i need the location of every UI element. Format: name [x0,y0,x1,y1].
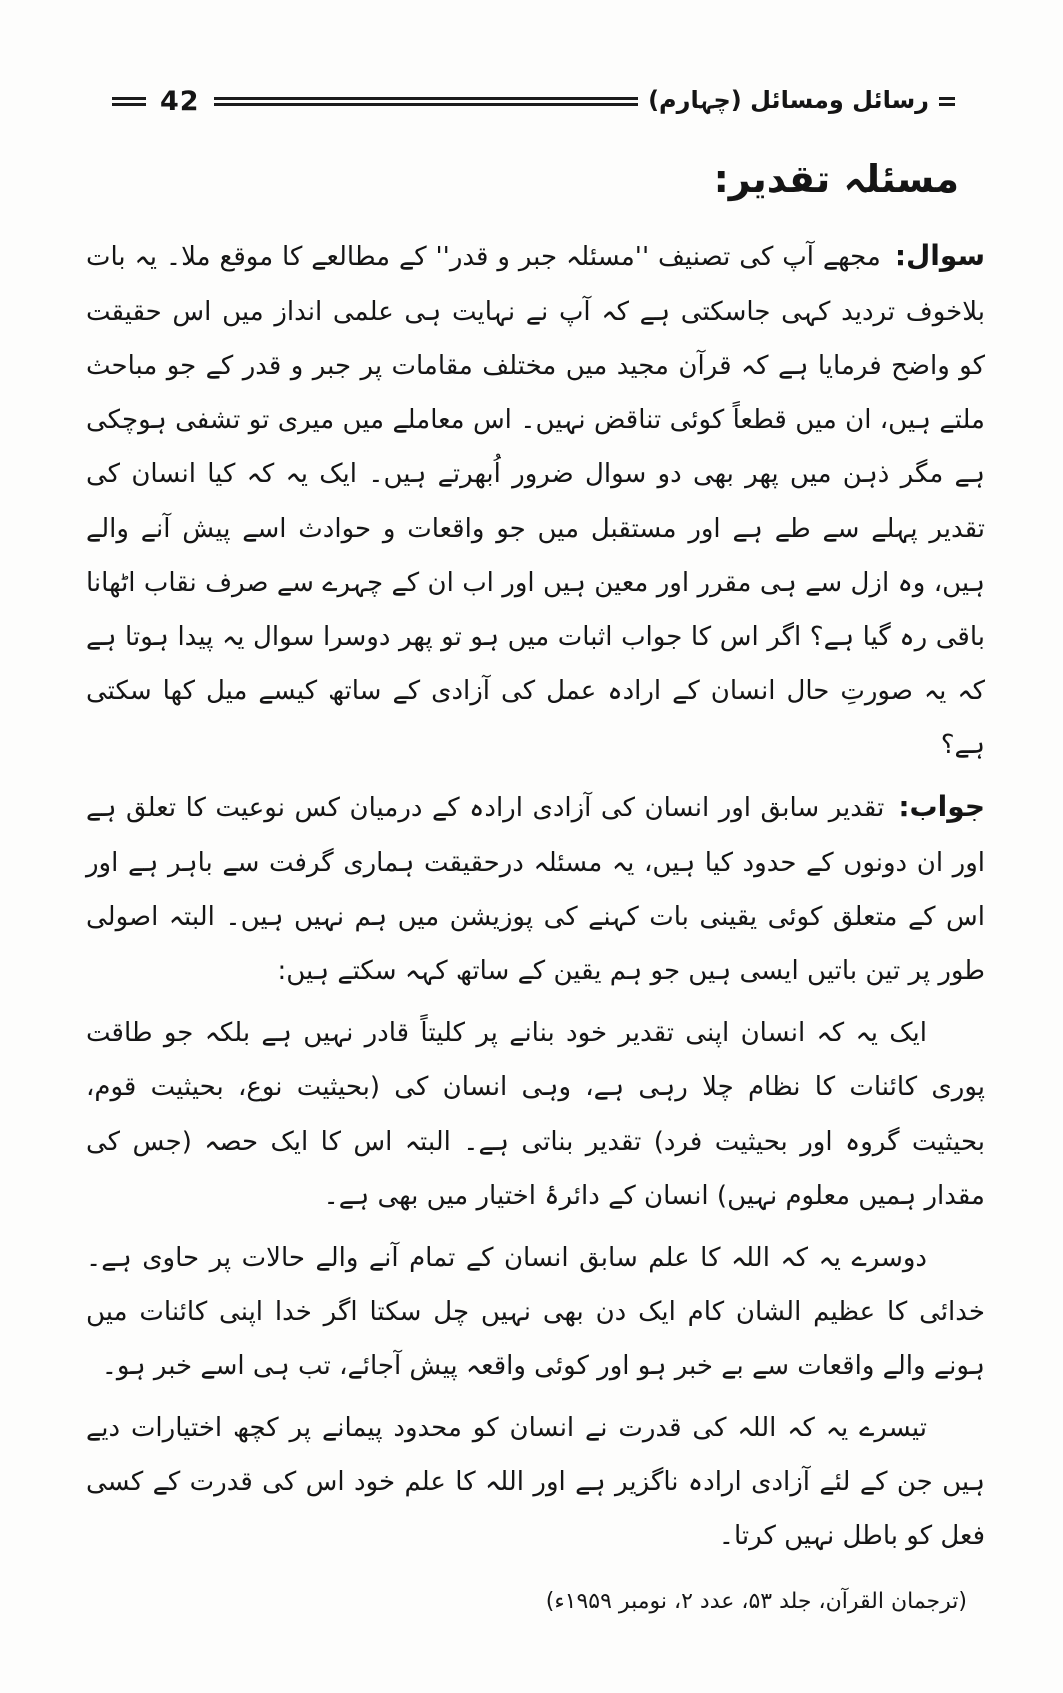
source-citation [0,1589,1063,1614]
answer-point-3: تیسرے یہ کہ اللہ کی قدرت نے انسان کو محدود پیمانے پر کچھ اختیارات دیے ہیں جن کے لئے آزادی ارادہ ناگزیر ہے اور اللہ کا علم خود اس کی قدرت کے کسی فعل کو باطل نہیں کرتا۔ [86,1412,985,1552]
page-body [86,227,985,1563]
answer-intro-text: تقدیر سابق اور انسان کی آزادی ارادہ کے درمیان کس نوعیت کا تعلق ہے اور ان دونوں کے حدود کیا ہیں، یہ مسئلہ درحقیقت ہماری گرفت سے باہر ہے اور اس کے متعلق کوئی یقینی بات کہنے کی پوزیشن میں ہم نہیں ہیں۔ البتہ اصولی طور پر تین باتیں ایسی ہیں جو ہم یقین کے ساتھ کہہ سکتے ہیں: [86,792,985,987]
answer-point-1: ایک یہ کہ انسان اپنی تقدیر خود بنانے پر کلیتاً قادر نہیں ہے بلکہ جو طاقت پوری کائنات کا نظام چلا رہی ہے، وہی انسان کی (بحیثیت نوع، بحیثیت قوم، بحیثیت گروہ اور بحیثیت فرد) تقدیر بناتی ہے۔ البتہ اس کا ایک حصہ (جس کی مقدار ہمیں معلوم نہیں) انسان کے دائرۂ اختیار میں بھی ہے۔ [86,1018,985,1211]
answer-label: جواب: [898,789,985,823]
header-rule-middle [214,97,638,106]
header-rule-left [112,97,146,106]
question-label: سوال: [894,239,985,272]
book-title: رسائل ومسائل (چہارم) [648,85,929,114]
page-number: 42 [160,86,200,117]
answer-paragraph [86,778,985,998]
citation-text: (ترجمان القرآن، جلد ۵۳، عدد ۲، نومبر ۱۹۵۹ء) [545,1589,967,1615]
question-paragraph [86,227,985,772]
chapter-heading: مسئلہ تقدیر: [713,157,959,201]
answer-point-2: دوسرے یہ کہ اللہ کا علم سابق انسان کے تمام آنے والے حالات پر حاوی ہے۔ خدائی کا عظیم الشان کام ایک دن بھی نہیں چل سکتا اگر خدا اپنی کائنات میں ہونے والے واقعات سے بے خبر ہو اور کوئی واقعہ پیش آجائے، تب ہی اسے خبر ہو۔ [86,1242,985,1381]
question-text: مجھے آپ کی تصنیف ''مسئلہ جبر و قدر'' کے مطالعے کا موقع ملا۔ یہ بات بلاخوف تردید کہی جاسکتی ہے کہ آپ نے نہایت ہی علمی انداز میں اس حقیقت کو واضح فرمایا ہے کہ قرآن مجید میں مختلف مقامات پر جبر و قدر کے جو مباحث ملتے ہیں، ان میں قطعاً کوئی تناقض نہیں۔ اس معاملے میں میری تو تشفی ہوچکی ہے مگر ذہن میں پھر بھی دو سوال ضرور اُبھرتے ہیں۔ ایک یہ کہ کیا انسان کی تقدیر پہلے سے طے ہے اور مستقبل میں جو واقعات و حوادث اسے پیش آنے والے ہیں، وہ ازل سے ہی مقرر اور معین ہیں اور اب ان کے چہرے سے صرف نقاب اٹھانا باقی رہ گیا ہے؟ اگر اس کا جواب اثبات میں ہو تو پھر دوسرا سوال یہ پیدا ہوتا ہے کہ یہ صورتِ حال انسان کے ارادہ عمل کی آزادی کے ساتھ کیسے میل کھا سکتی ہے؟ [86,242,986,760]
page-header [0,85,1063,117]
header-rule-right [939,97,955,106]
